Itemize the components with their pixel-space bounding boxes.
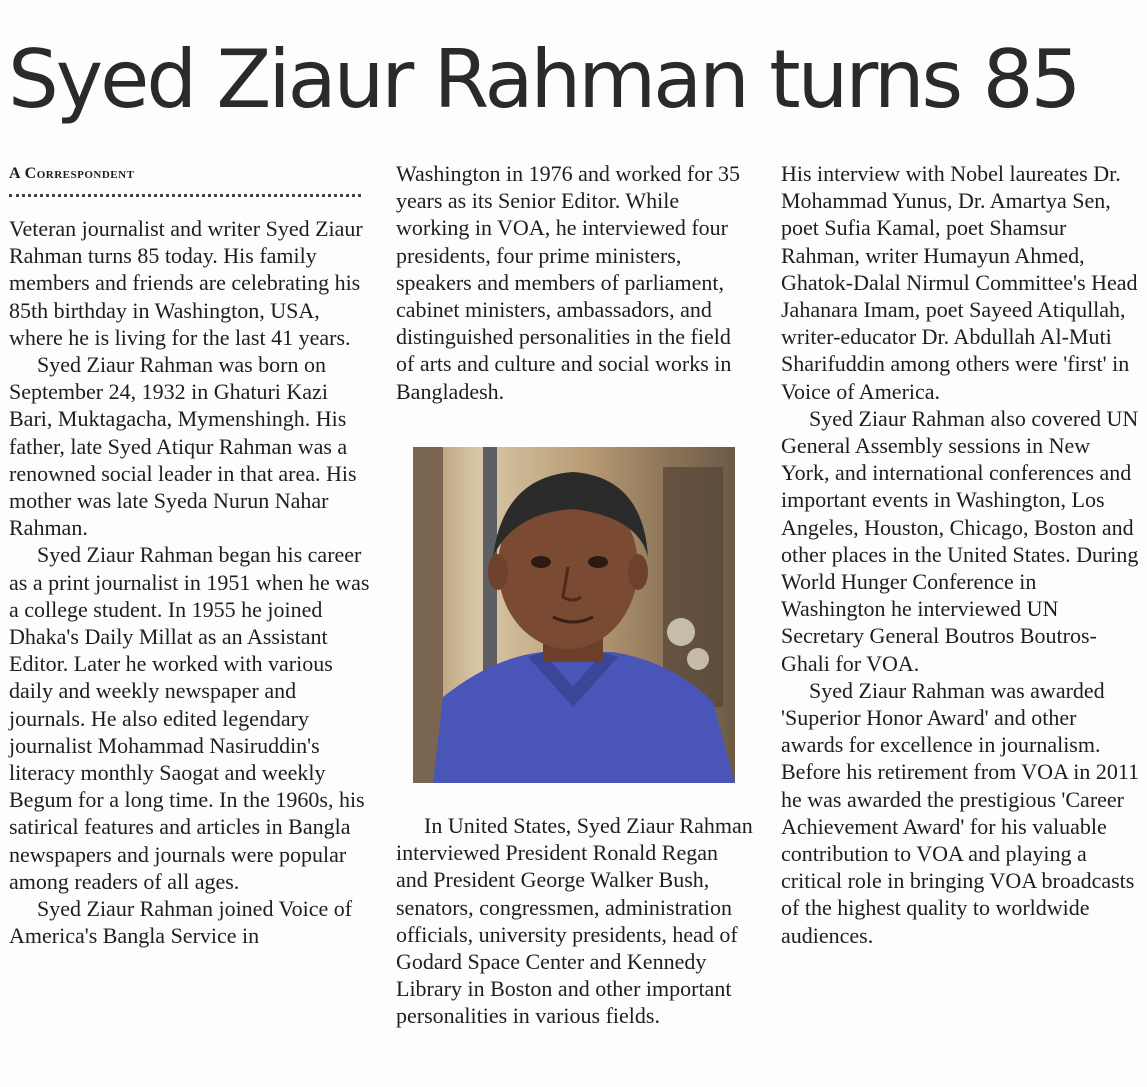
byline: A Correspondent bbox=[9, 165, 135, 182]
paragraph: Syed Ziaur Rahman also covered UN General Assembly sessions in New York, and international conferences and important events in Washington, Los Angeles, Houston, Chicago, Boston and other places in the United States. During World Hunger Conference in Washington he interviewed UN Secretary General Boutros Boutros-Ghali for VOA. bbox=[781, 405, 1139, 676]
article-column-1 bbox=[9, 160, 371, 949]
paragraph: In United States, Syed Ziaur Rahman interviewed President Ronald Regan and President George Walker Bush, senators, congressmen, administration officials, university presidents, head of Godard Space Center and Kennedy Library in Boston and other important personalities in various fields. bbox=[396, 813, 753, 1029]
paragraph: Syed Ziaur Rahman was born on September 24, 1932 in Ghaturi Kazi Bari, Muktagacha, Mymenshingh. His father, late Syed Atiqur Rahman was a renowned social leader in that area. His mother was late Syeda Nurun Nahar Rahman. bbox=[9, 352, 357, 541]
portrait-photo bbox=[413, 447, 735, 783]
article-column-3 bbox=[781, 160, 1141, 949]
paragraph: Washington in 1976 and worked for 35 years as its Senior Editor. While working in VOA, he interviewed four presidents, four prime ministers, speakers and members of parliament, cabinet ministers, ambassadors, and distinguished personalities in the field of arts and culture and social works in Bangladesh. bbox=[396, 161, 741, 404]
paragraph: Veteran journalist and writer Syed Ziaur Rahman turns 85 today. His family members and friends are celebrating his 85th birthday in Washington, USA, where he is living for the last 41 years. bbox=[9, 216, 363, 350]
headline: Syed Ziaur Rahman turns 85 bbox=[8, 33, 1079, 126]
article-column-2 bbox=[396, 160, 754, 405]
byline-divider bbox=[9, 194, 361, 197]
paragraph: Syed Ziaur Rahman began his career as a print journalist in 1951 when he was a college student. In 1955 he joined Dhaka's Daily Millat as an Assistant Editor. Later he worked with various daily and weekly newspaper and journals. He also edited legendary journalist Mohammad Nasiruddin's literacy monthly Saogat and weekly Begum for a long time. In the 1960s, his satirical features and articles in Bangla newspapers and journals were popular among readers of all ages. bbox=[9, 542, 370, 894]
portrait-illustration bbox=[413, 447, 735, 783]
paragraph: Syed Ziaur Rahman joined Voice of America's Bangla Service in bbox=[9, 896, 353, 949]
paragraph: Syed Ziaur Rahman was awarded 'Superior Honor Award' and other awards for excellence in journalism. Before his retirement from VOA in 2011 he was awarded the prestigious 'Career Achievement Award' for his valuable contribution to VOA and playing a critical role in bringing VOA broadcasts of the highest quality to worldwide audiences. bbox=[781, 677, 1140, 948]
article-column-2-continued bbox=[396, 812, 754, 1030]
paragraph: His interview with Nobel laureates Dr. Mohammad Yunus, Dr. Amartya Sen, poet Sufia Kamal, poet Shamsur Rahman, writer Humayun Ahmed, Ghatok-Dalal Nirmul Committee's Head Jahanara Imam, poet Sayeed Atiqullah, writer-educator Dr. Abdullah Al-Muti Sharifuddin among others were 'first' in Voice of America. bbox=[781, 161, 1138, 404]
